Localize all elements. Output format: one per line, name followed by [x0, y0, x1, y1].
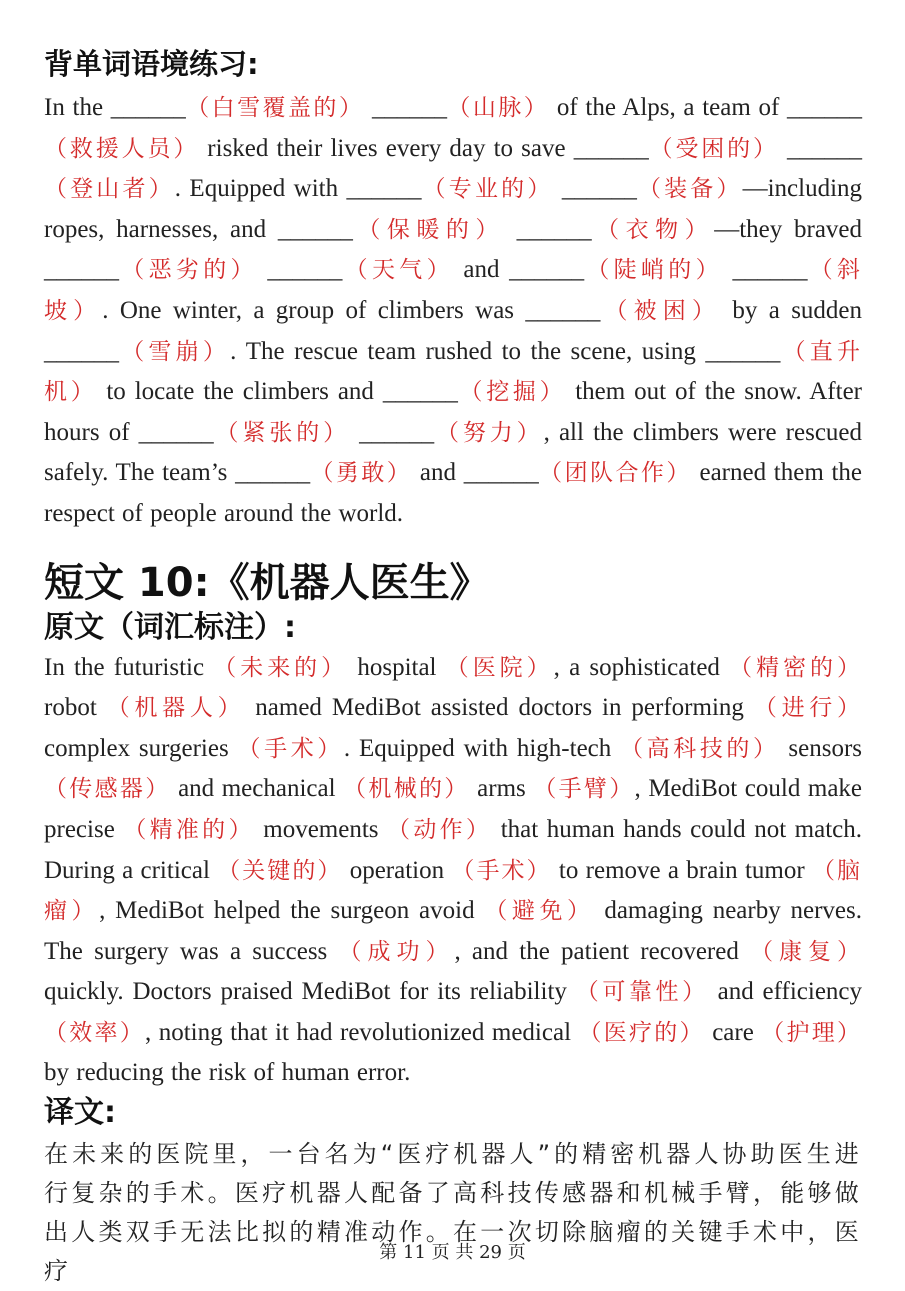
text-run: that human hands could not match. During a critical: [44, 815, 863, 884]
section1-title: 背单词语境练习:: [44, 47, 259, 81]
exercise-paragraph: [44, 88, 862, 534]
chinese-gloss: （避免）: [484, 898, 595, 925]
chinese-gloss: （可靠性）: [575, 979, 709, 1006]
chinese-gloss: （保暖的）: [352, 216, 505, 243]
fill-blank: ______: [235, 459, 311, 487]
text-run: —they braved: [714, 215, 863, 243]
original-text-subtitle: 原文（词汇标注）:: [44, 609, 296, 645]
original-text-paragraph: [44, 648, 862, 1094]
chinese-gloss: （紧张的）: [213, 419, 350, 446]
page-number-footer: 第 11 页 共 29 页: [379, 1242, 526, 1263]
text-run: by a sudden: [721, 296, 863, 324]
text-run: care: [704, 1018, 762, 1046]
text-run: , all the climbers were rescued safely. The team’s: [44, 418, 863, 487]
chinese-gloss: （关键的）: [217, 857, 343, 884]
text-run: , MediBot helped the surgeon avoid: [99, 897, 485, 925]
text-run: robot: [44, 694, 107, 722]
text-run: complex surgeries: [44, 734, 238, 762]
chinese-gloss: （护理）: [761, 1019, 863, 1046]
fill-blank: ______: [516, 215, 592, 243]
text-run: hospital: [348, 653, 446, 681]
chinese-gloss: （勇敢）: [310, 460, 413, 487]
chinese-gloss: （斜坡）: [44, 257, 863, 324]
fill-blank: ______: [138, 418, 214, 446]
chinese-gloss: （受困的）: [648, 135, 779, 162]
text-run: . Equipped with high-tech: [343, 734, 621, 762]
fill-blank: ______: [525, 296, 601, 324]
chinese-gloss: （手术）: [237, 735, 344, 762]
chinese-gloss: （效率）: [44, 1019, 145, 1046]
text-run: [350, 419, 359, 446]
chinese-gloss: （高科技的）: [620, 735, 780, 762]
text-run: operation: [342, 856, 452, 884]
text-run: risked their lives every day to save: [199, 134, 574, 162]
chinese-gloss: （雪崩）: [119, 338, 231, 365]
fill-blank: ______: [561, 175, 637, 203]
text-run: and: [453, 256, 510, 284]
chinese-gloss: （康复）: [750, 938, 863, 965]
translation-paragraph: 在未来的医院里，一台名为“医疗机器人”的精密机器人协助医生进行复杂的手术。医疗机器人配备了高科技传感器和机械手臂，能够做出人类双手无法比拟的精准动作。在一次切除脑瘤的关键手术中，医疗: [44, 1140, 862, 1286]
text-run: and mechanical: [170, 775, 344, 803]
text-run: sensors: [779, 734, 862, 762]
chinese-gloss: （机械的）: [343, 776, 470, 803]
text-run: named MediBot assisted doctors in performing: [245, 694, 754, 722]
fill-blank: ______: [573, 134, 649, 162]
chinese-gloss: （未来的）: [213, 654, 349, 681]
text-run: , noting that it had revolutionized medical: [144, 1018, 579, 1046]
chinese-gloss: （手臂）: [533, 776, 635, 803]
chinese-gloss: （陡峭的）: [584, 257, 723, 284]
text-run: [553, 175, 561, 202]
chinese-gloss: （山脉）: [446, 95, 550, 121]
chinese-gloss: （成功）: [338, 938, 455, 965]
chinese-gloss: （登山者）: [44, 176, 175, 203]
fill-blank: ______: [705, 337, 781, 365]
chinese-gloss: （动作）: [387, 816, 493, 843]
document-page: [44, 40, 862, 1291]
fill-blank: ______: [371, 94, 447, 121]
text-run: and efficiency: [708, 978, 863, 1006]
chinese-gloss: （恶劣的）: [119, 257, 258, 284]
chinese-gloss: （救援人员）: [44, 135, 200, 162]
article-title: 短文 10:《机器人医生》: [44, 559, 490, 606]
text-run: them out of the snow. After hours of: [44, 378, 862, 446]
fill-blank: ______: [44, 337, 119, 365]
chinese-gloss: （衣物）: [591, 216, 715, 243]
text-run: , and the patient recovered: [454, 937, 751, 965]
fill-blank: ______: [509, 256, 585, 284]
text-run: to remove a brain tumor: [551, 856, 812, 884]
chinese-gloss: （直升机）: [44, 338, 863, 406]
chinese-gloss: （挖掘）: [457, 379, 567, 406]
chinese-gloss: （努力）: [434, 419, 544, 446]
text-run: to locate the climbers and: [97, 378, 383, 406]
chinese-gloss: （精准的）: [123, 816, 255, 843]
chinese-gloss: （被困）: [600, 297, 721, 324]
text-run: [779, 135, 787, 162]
chinese-gloss: （进行）: [753, 695, 862, 722]
text-run: , MediBot could make precise: [44, 775, 863, 843]
chinese-gloss: （天气）: [342, 257, 454, 284]
fill-blank: ______: [787, 134, 863, 162]
chinese-gloss: （精密的）: [729, 654, 863, 681]
text-run: In the futuristic: [44, 653, 214, 681]
text-run: [258, 256, 268, 283]
chinese-gloss: （装备）: [636, 176, 743, 203]
chinese-gloss: （医院）: [445, 654, 554, 681]
chinese-gloss: （医疗的）: [578, 1019, 705, 1046]
text-run: . One winter, a group of climbers was: [102, 296, 526, 324]
text-run: In the: [44, 94, 111, 121]
fill-blank: ______: [267, 256, 343, 284]
text-run: by reducing the risk of human error.: [44, 1059, 411, 1087]
text-run: [505, 216, 517, 243]
chinese-gloss: （机器人）: [106, 695, 246, 722]
fill-blank: ______: [44, 256, 119, 284]
text-run: [364, 94, 372, 121]
fill-blank: ______: [359, 418, 435, 446]
text-run: . Equipped with: [174, 175, 347, 203]
chinese-gloss: （手术）: [451, 857, 552, 884]
fill-blank: ______: [787, 94, 863, 121]
chinese-gloss: （白雪覆盖的）: [185, 95, 365, 121]
text-run: quickly. Doctors praised MediBot for its reliability: [44, 978, 576, 1006]
translation-title: 译文:: [44, 1095, 116, 1131]
chinese-gloss: （传感器）: [44, 776, 171, 803]
fill-blank: ______: [732, 256, 808, 284]
text-run: movements: [254, 815, 388, 843]
text-run: —including ropes, harnesses, and: [44, 175, 863, 243]
fill-blank: ______: [382, 378, 458, 406]
text-run: . The rescue team rushed to the scene, using: [230, 337, 706, 365]
text-run: earned them the respect of people around the world.: [44, 459, 863, 527]
fill-blank: ______: [346, 175, 422, 203]
text-run: , a sophisticated: [553, 653, 730, 681]
fill-blank: ______: [463, 459, 539, 487]
text-run: arms: [469, 775, 534, 803]
chinese-gloss: （团队合作）: [538, 460, 692, 487]
chinese-gloss: （脑瘤）: [44, 857, 863, 925]
text-run: of the Alps, a team of: [549, 94, 788, 121]
chinese-gloss: （专业的）: [421, 176, 554, 203]
fill-blank: ______: [110, 94, 186, 121]
text-run: and: [412, 459, 464, 487]
fill-blank: ______: [277, 215, 353, 243]
text-run: damaging nearby nerves. The surgery was a success: [44, 897, 862, 965]
